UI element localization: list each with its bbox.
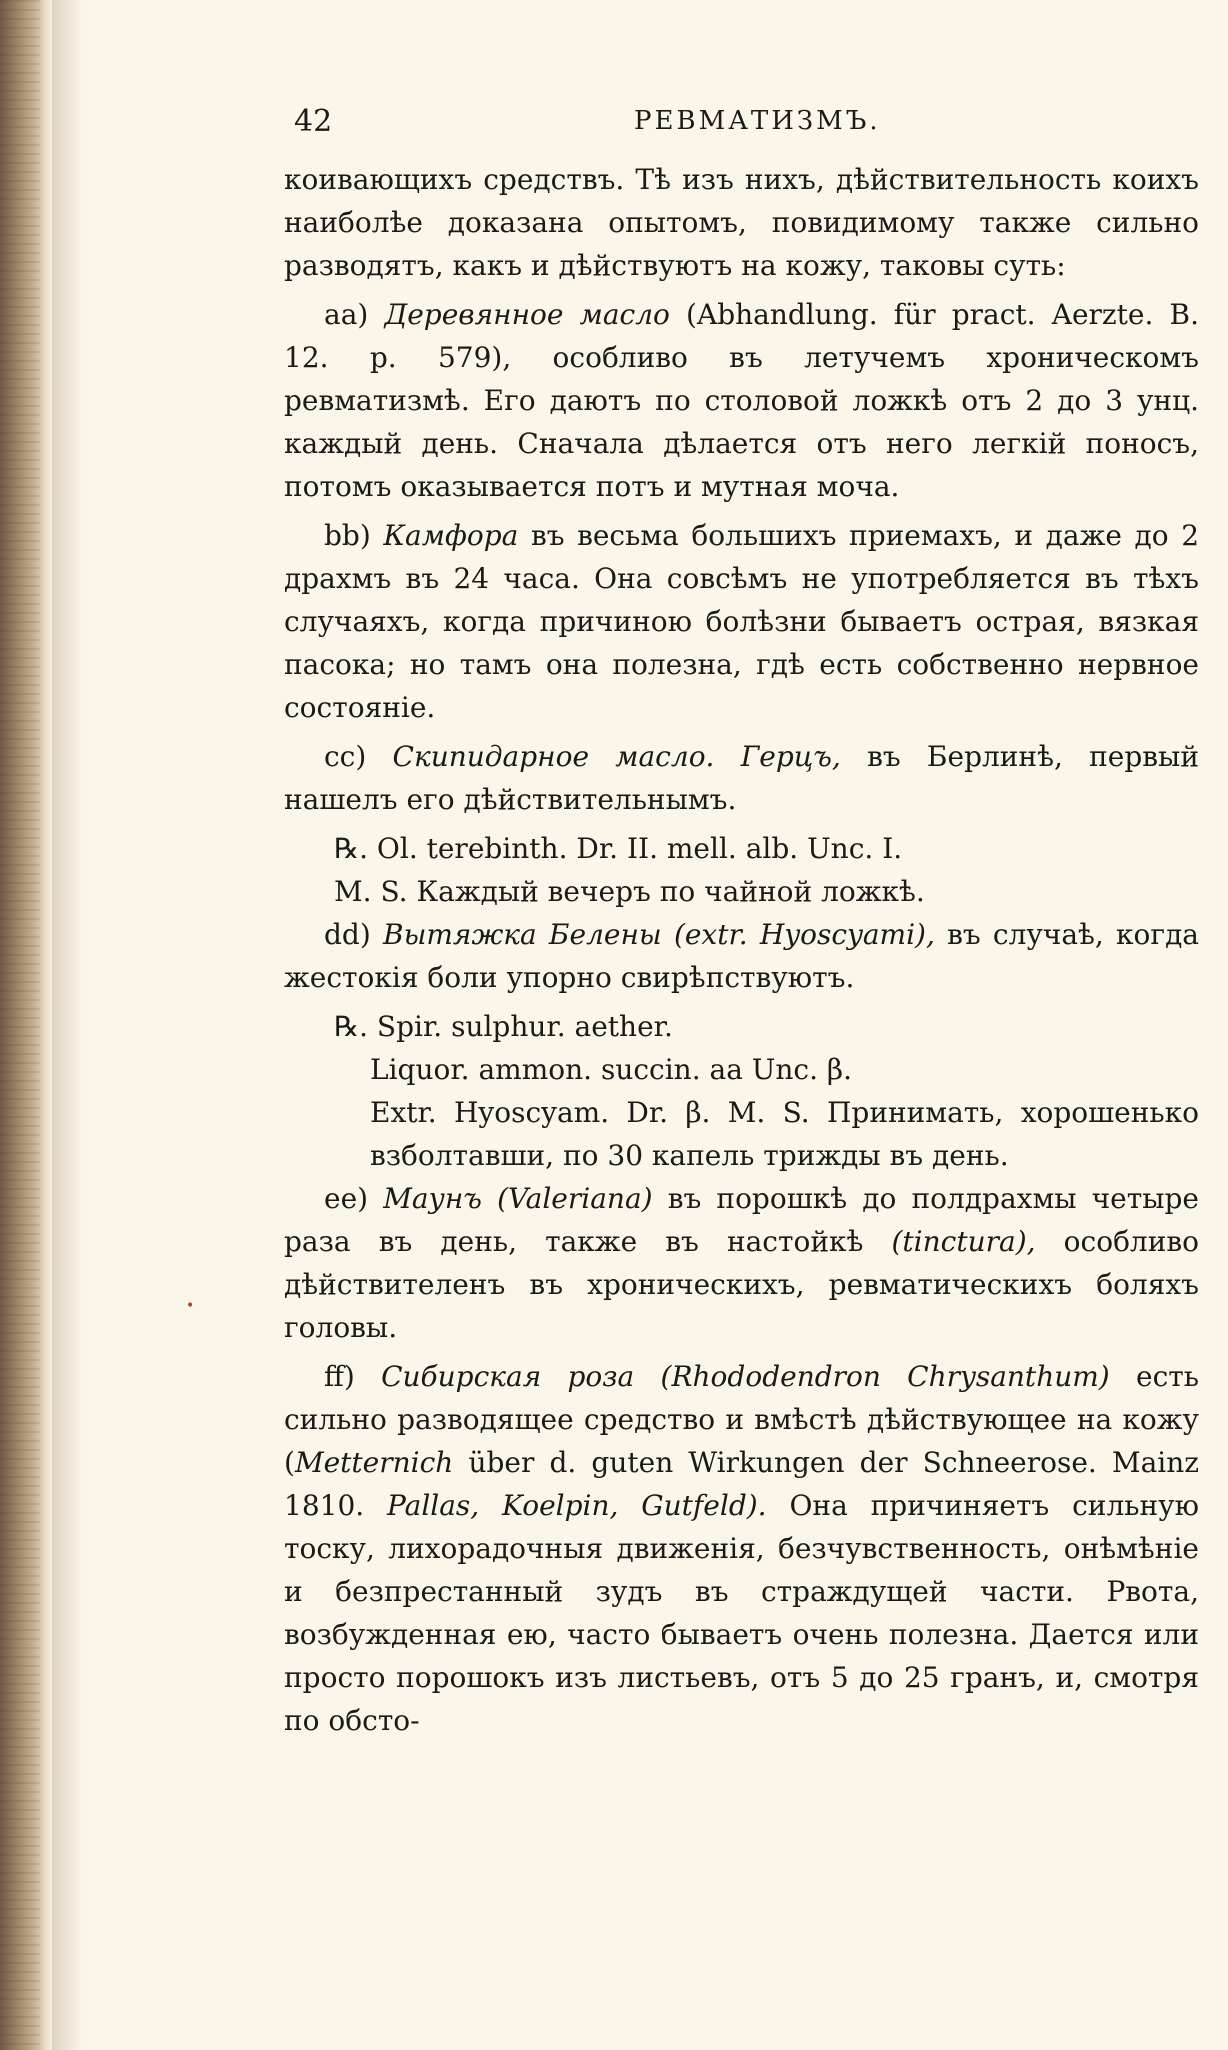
- item-text: въ порошкѣ до полдрахмы четыре раза въ день, также въ настойкѣ: [284, 1182, 1199, 1258]
- item-author: Герцъ,: [740, 740, 841, 773]
- item-label: aa): [324, 298, 369, 331]
- item-title: Камфора: [383, 519, 519, 552]
- item-text: über d. guten Wirkungen der Schneerose. Mainz 1810.: [284, 1446, 1200, 1522]
- item-ee: [284, 1177, 1199, 1349]
- item-text: въ случаѣ, когда жестокія боли упорно свирѣпствуютъ.: [284, 918, 1200, 994]
- body-text: [284, 158, 1199, 1742]
- item-text: въ Берлинѣ, первый нашелъ его дѣйствительнымъ.: [284, 740, 1199, 816]
- item-latin: (Rhododendron Chrysanthum): [660, 1360, 1110, 1393]
- item-label: dd): [324, 918, 371, 951]
- item-label: ff): [324, 1360, 355, 1393]
- item-title: Скипидарное масло.: [392, 740, 715, 773]
- prescription-2: [284, 1005, 1199, 1177]
- page-header: [284, 98, 1199, 158]
- prescription-line: Liquor. ammon. succin. aa Unc. β.: [370, 1053, 853, 1086]
- item-bb: [284, 514, 1199, 729]
- prescription-line: M. S. Каждый вечеръ по чайной ложкѣ.: [334, 875, 925, 908]
- prescription-line: ℞. Spir. sulphur. aether.: [334, 1010, 673, 1043]
- item-latin: (Valeriana): [497, 1182, 653, 1215]
- book-page: [284, 98, 1199, 1958]
- item-title: Вытяжка Белены: [383, 918, 662, 951]
- item-latin: (tinctura),: [891, 1225, 1036, 1258]
- paragraph-text: коивающихъ средствъ. Тѣ изъ нихъ, дѣйствительность коихъ наиболѣе доказана опытомъ, повидимому также сильно разводятъ, какъ и дѣйствуютъ на кожу, таковы суть:: [284, 163, 1199, 282]
- page-number: 42: [294, 104, 333, 139]
- item-text: Она причиняетъ сильную тоску, лихорадочныя движенія, безчувственность, онѣмѣніе и безпрестанный зудъ въ страждущей части. Рвота, возбужденная ею, часто бываетъ очень полезна. Дается или просто порошокъ изъ листьевъ, отъ 5 до 25 гранъ, и, смотря по обсто-: [284, 1489, 1200, 1737]
- item-aa: [284, 293, 1199, 508]
- item-ff: [284, 1355, 1199, 1742]
- item-label: cc): [324, 740, 367, 773]
- item-title: Деревянное масло: [384, 298, 670, 331]
- paragraph-intro: [284, 158, 1199, 287]
- running-head: РЕВМАТИЗМЪ.: [634, 106, 881, 136]
- spine-texture: [0, 0, 40, 2050]
- item-text: (Abhandlung. für pract. Aerzte. B. 12. p. 579), особливо въ летучемъ хроническомъ ревматизмѣ. Его даютъ по столовой ложкѣ отъ 2 до 3 унц. каждый день. Сначала дѣлается отъ него легкій поносъ, потомъ оказывается потъ и мутная моча.: [284, 298, 1199, 503]
- prescription-1: [284, 827, 1199, 913]
- item-text: особливо дѣйствителенъ въ хроническихъ, ревматическихъ боляхъ головы.: [284, 1225, 1199, 1344]
- margin-mark: •: [186, 1298, 195, 1314]
- item-title: Сибирская роза: [381, 1360, 635, 1393]
- item-text: есть сильно разводящее средство и вмѣстѣ дѣйствующее на кожу (: [284, 1360, 1199, 1479]
- page-gutter-shadow: [52, 0, 82, 2050]
- item-authors: Pallas, Koelpin, Gutfeld).: [387, 1489, 767, 1522]
- item-title: Маунъ: [383, 1182, 482, 1215]
- item-dd: [284, 913, 1199, 999]
- item-author: Metternich: [294, 1446, 454, 1479]
- prescription-line: Extr. Hyoscyam. Dr. β. M. S. Принимать, хорошенько взболтавши, по 30 капель трижды въ день.: [370, 1096, 1199, 1172]
- item-label: bb): [324, 519, 371, 552]
- item-label: ee): [324, 1182, 369, 1215]
- item-latin: (extr. Hyoscyami),: [673, 918, 935, 951]
- item-text: въ весьма большихъ приемахъ, и даже до 2 драхмъ въ 24 часа. Она совсѣмъ не употребляется въ тѣхъ случаяхъ, когда причиною болѣзни бываетъ острая, вязкая пасока; но тамъ она полезна, гдѣ есть собственно нервное состояніе.: [284, 519, 1200, 724]
- item-cc: [284, 735, 1199, 821]
- prescription-line: ℞. Ol. terebinth. Dr. II. mell. alb. Unc. I.: [334, 832, 903, 865]
